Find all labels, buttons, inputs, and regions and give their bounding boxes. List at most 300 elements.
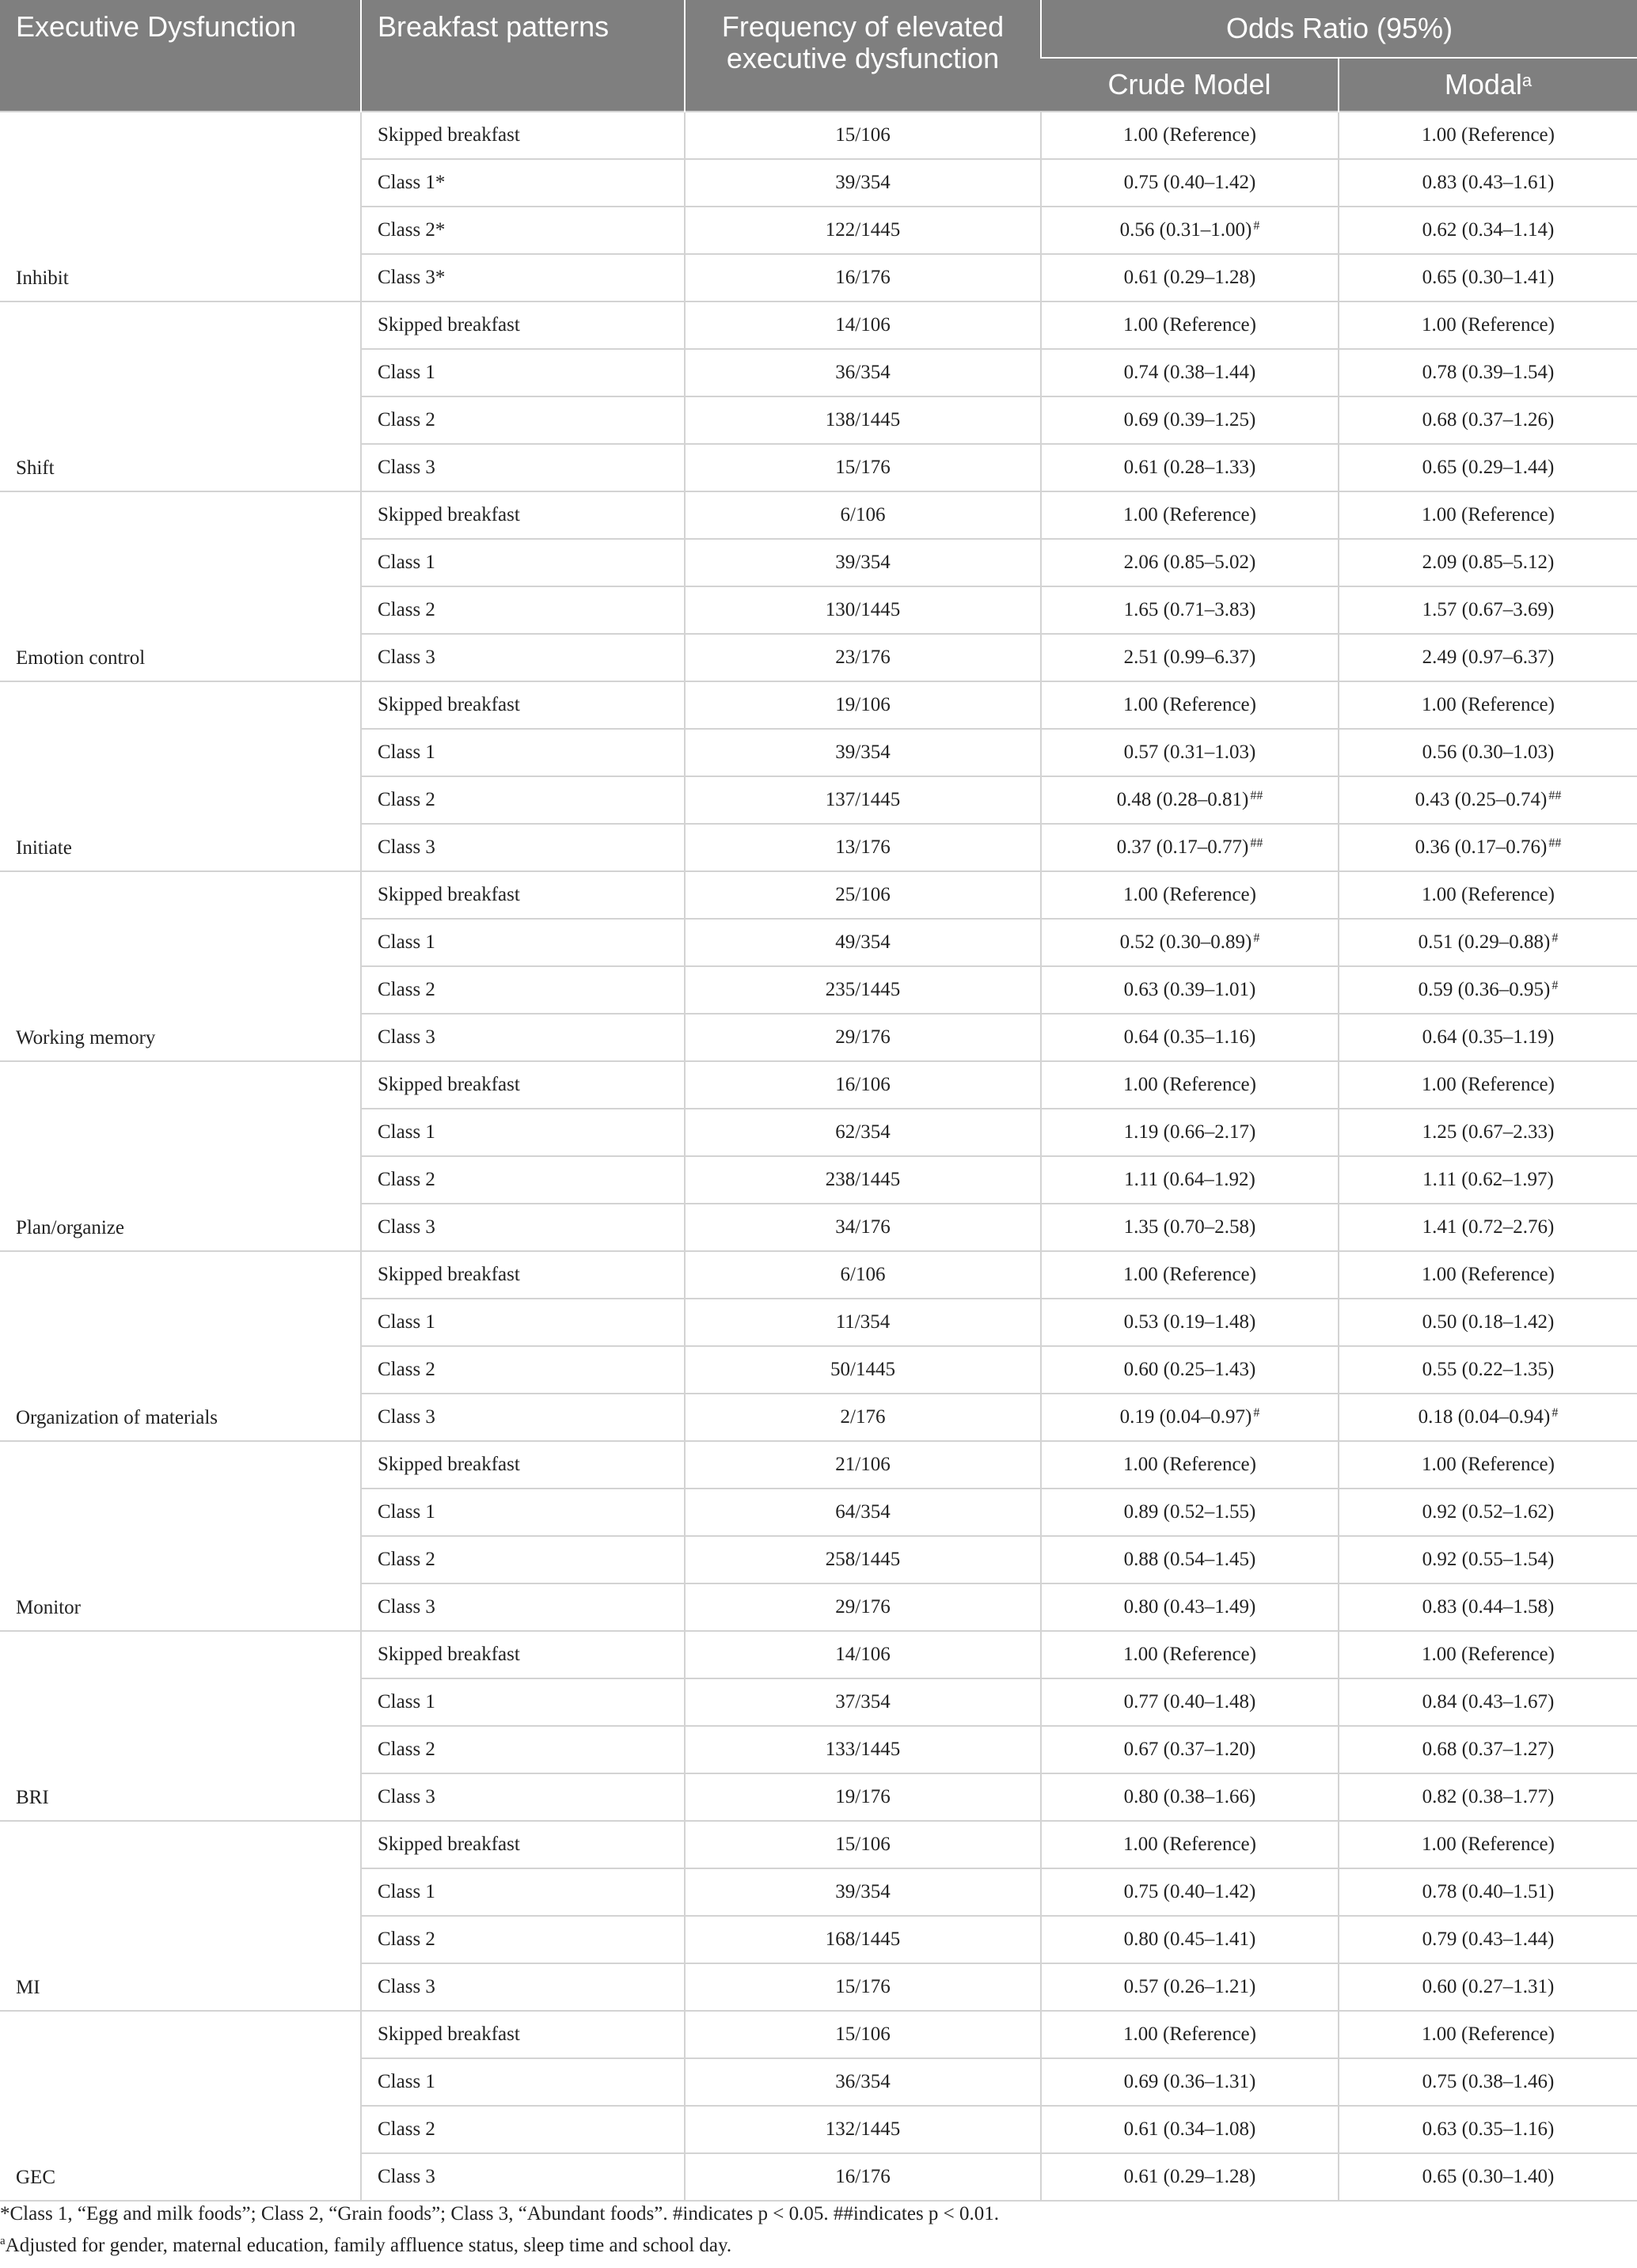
breakfast-pattern-cell: Class 3 bbox=[361, 1583, 685, 1631]
modal-cell bbox=[1339, 2058, 1637, 2106]
crude-model-cell bbox=[1041, 2058, 1339, 2106]
breakfast-pattern-cell: Class 3 bbox=[361, 634, 685, 681]
breakfast-pattern-cell: Skipped breakfast bbox=[361, 1061, 685, 1109]
table-row bbox=[0, 1251, 1637, 1299]
frequency-cell: 122/1445 bbox=[685, 207, 1041, 254]
significance-mark: # bbox=[1552, 979, 1559, 992]
crude-model-cell bbox=[1041, 1441, 1339, 1489]
frequency-cell: 49/354 bbox=[685, 919, 1041, 966]
crude-model-cell bbox=[1041, 1109, 1339, 1156]
frequency-cell: 39/354 bbox=[685, 159, 1041, 207]
crude-model-cell-value: 1.00 (Reference) bbox=[1123, 124, 1256, 146]
modal-cell bbox=[1339, 1346, 1637, 1394]
crude-model-cell bbox=[1041, 1204, 1339, 1251]
breakfast-pattern-cell: Class 1 bbox=[361, 1489, 685, 1536]
crude-model-cell-value: 1.00 (Reference) bbox=[1123, 1644, 1256, 1665]
executive-dysfunction-domain: Emotion control bbox=[0, 491, 361, 681]
crude-model-cell-value: 0.57 (0.26–1.21) bbox=[1123, 1976, 1256, 1997]
modal-cell-value: 0.92 (0.52–1.62) bbox=[1422, 1501, 1555, 1523]
breakfast-pattern-cell: Class 3 bbox=[361, 2153, 685, 2201]
crude-model-cell bbox=[1041, 2106, 1339, 2153]
frequency-cell: 29/176 bbox=[685, 1014, 1041, 1061]
executive-dysfunction-domain: Monitor bbox=[0, 1441, 361, 1631]
significance-mark: # bbox=[1253, 1406, 1260, 1420]
modal-cell bbox=[1339, 1156, 1637, 1204]
breakfast-pattern-cell: Class 3 bbox=[361, 1773, 685, 1821]
modal-cell-value: 0.79 (0.43–1.44) bbox=[1422, 1929, 1555, 1950]
breakfast-pattern-cell: Skipped breakfast bbox=[361, 302, 685, 349]
modal-cell-value: 0.92 (0.55–1.54) bbox=[1422, 1549, 1555, 1570]
breakfast-pattern-cell: Class 1 bbox=[361, 729, 685, 776]
crude-model-cell-value: 0.69 (0.36–1.31) bbox=[1123, 2071, 1256, 2092]
crude-model-cell-value: 0.80 (0.38–1.66) bbox=[1123, 1786, 1256, 1807]
frequency-cell: 39/354 bbox=[685, 729, 1041, 776]
frequency-cell: 130/1445 bbox=[685, 586, 1041, 634]
crude-model-cell bbox=[1041, 634, 1339, 681]
table-body bbox=[0, 112, 1637, 2201]
frequency-cell: 15/106 bbox=[685, 1821, 1041, 1868]
breakfast-pattern-cell: Class 2 bbox=[361, 586, 685, 634]
table-row bbox=[0, 1821, 1637, 1868]
breakfast-pattern-cell: Skipped breakfast bbox=[361, 681, 685, 729]
breakfast-pattern-cell: Skipped breakfast bbox=[361, 871, 685, 919]
executive-dysfunction-domain: Plan/organize bbox=[0, 1061, 361, 1251]
header-executive-dysfunction: Executive Dysfunction bbox=[0, 0, 361, 112]
modal-cell-value: 0.51 (0.29–0.88) bbox=[1418, 931, 1551, 953]
frequency-cell: 50/1445 bbox=[685, 1346, 1041, 1394]
modal-cell-value: 1.00 (Reference) bbox=[1422, 694, 1555, 715]
crude-model-cell-value: 1.00 (Reference) bbox=[1123, 1074, 1256, 1095]
frequency-cell: 62/354 bbox=[685, 1109, 1041, 1156]
crude-model-cell bbox=[1041, 1489, 1339, 1536]
breakfast-pattern-cell: Class 1 bbox=[361, 1678, 685, 1726]
breakfast-pattern-cell: Class 2 bbox=[361, 1916, 685, 1963]
breakfast-pattern-cell: Class 3 bbox=[361, 444, 685, 491]
crude-model-cell bbox=[1041, 1631, 1339, 1678]
crude-model-cell bbox=[1041, 1916, 1339, 1963]
modal-cell-value: 0.50 (0.18–1.42) bbox=[1422, 1311, 1555, 1333]
crude-model-cell-value: 0.19 (0.04–0.97) bbox=[1119, 1406, 1252, 1428]
modal-cell bbox=[1339, 634, 1637, 681]
table-row bbox=[0, 302, 1637, 349]
table-row bbox=[0, 1631, 1637, 1678]
breakfast-pattern-cell: Class 1 bbox=[361, 349, 685, 396]
breakfast-pattern-cell: Class 2 bbox=[361, 776, 685, 824]
crude-model-cell-value: 1.00 (Reference) bbox=[1123, 2023, 1256, 2045]
crude-model-cell-value: 0.89 (0.52–1.55) bbox=[1123, 1501, 1256, 1523]
frequency-cell: 258/1445 bbox=[685, 1536, 1041, 1583]
modal-cell-value: 0.56 (0.30–1.03) bbox=[1422, 741, 1555, 763]
crude-model-cell bbox=[1041, 1014, 1339, 1061]
modal-cell-value: 0.84 (0.43–1.67) bbox=[1422, 1691, 1555, 1712]
modal-cell bbox=[1339, 1821, 1637, 1868]
crude-model-cell bbox=[1041, 1299, 1339, 1346]
frequency-cell: 14/106 bbox=[685, 1631, 1041, 1678]
crude-model-cell bbox=[1041, 302, 1339, 349]
modal-cell-value: 1.00 (Reference) bbox=[1422, 1454, 1555, 1475]
crude-model-cell-value: 1.00 (Reference) bbox=[1123, 314, 1256, 336]
modal-cell bbox=[1339, 1394, 1637, 1441]
header-modal-footnote-mark: a bbox=[1521, 70, 1533, 90]
crude-model-cell bbox=[1041, 1726, 1339, 1773]
modal-cell-value: 0.68 (0.37–1.27) bbox=[1422, 1739, 1555, 1760]
crude-model-cell bbox=[1041, 681, 1339, 729]
modal-cell-value: 0.60 (0.27–1.31) bbox=[1422, 1976, 1555, 1997]
crude-model-cell-value: 2.06 (0.85–5.02) bbox=[1123, 552, 1256, 573]
breakfast-pattern-cell: Class 3 bbox=[361, 1014, 685, 1061]
modal-cell bbox=[1339, 1916, 1637, 1963]
footnote-adjustment bbox=[0, 2235, 731, 2257]
crude-model-cell-value: 0.61 (0.29–1.28) bbox=[1123, 267, 1256, 288]
breakfast-pattern-cell: Class 3 bbox=[361, 824, 685, 871]
modal-cell-value: 1.57 (0.67–3.69) bbox=[1422, 599, 1555, 620]
crude-model-cell bbox=[1041, 1156, 1339, 1204]
modal-cell-value: 0.75 (0.38–1.46) bbox=[1422, 2071, 1555, 2092]
crude-model-cell bbox=[1041, 2011, 1339, 2058]
crude-model-cell bbox=[1041, 824, 1339, 871]
modal-cell bbox=[1339, 776, 1637, 824]
modal-cell bbox=[1339, 539, 1637, 586]
table-row bbox=[0, 1441, 1637, 1489]
frequency-cell: 138/1445 bbox=[685, 396, 1041, 444]
frequency-cell: 39/354 bbox=[685, 539, 1041, 586]
modal-cell-value: 0.36 (0.17–0.76) bbox=[1415, 836, 1548, 858]
modal-cell-value: 1.00 (Reference) bbox=[1422, 124, 1555, 146]
modal-cell bbox=[1339, 444, 1637, 491]
crude-model-cell-value: 0.77 (0.40–1.48) bbox=[1123, 1691, 1256, 1712]
crude-model-cell bbox=[1041, 1821, 1339, 1868]
crude-model-cell bbox=[1041, 207, 1339, 254]
modal-cell bbox=[1339, 1773, 1637, 1821]
crude-model-cell-value: 2.51 (0.99–6.37) bbox=[1123, 647, 1256, 668]
modal-cell-value: 0.83 (0.44–1.58) bbox=[1422, 1596, 1555, 1618]
modal-cell-value: 0.62 (0.34–1.14) bbox=[1422, 219, 1555, 241]
modal-cell bbox=[1339, 1536, 1637, 1583]
modal-cell bbox=[1339, 1489, 1637, 1536]
modal-cell bbox=[1339, 1299, 1637, 1346]
crude-model-cell-value: 1.00 (Reference) bbox=[1123, 884, 1256, 905]
crude-model-cell-value: 0.57 (0.31–1.03) bbox=[1123, 741, 1256, 763]
breakfast-pattern-cell: Skipped breakfast bbox=[361, 491, 685, 539]
crude-model-cell bbox=[1041, 1773, 1339, 1821]
crude-model-cell bbox=[1041, 871, 1339, 919]
breakfast-pattern-cell: Class 2 bbox=[361, 1536, 685, 1583]
breakfast-pattern-cell: Class 2 bbox=[361, 1156, 685, 1204]
frequency-cell: 37/354 bbox=[685, 1678, 1041, 1726]
frequency-cell: 19/176 bbox=[685, 1773, 1041, 1821]
modal-cell bbox=[1339, 1251, 1637, 1299]
breakfast-pattern-cell: Class 2 bbox=[361, 2106, 685, 2153]
modal-cell-value: 1.00 (Reference) bbox=[1422, 1644, 1555, 1665]
crude-model-cell-value: 1.00 (Reference) bbox=[1123, 694, 1256, 715]
crude-model-cell-value: 0.56 (0.31–1.00) bbox=[1119, 219, 1252, 241]
modal-cell-value: 0.78 (0.40–1.51) bbox=[1422, 1881, 1555, 1902]
modal-cell bbox=[1339, 1441, 1637, 1489]
header-modal-label: Modal bbox=[1444, 68, 1522, 101]
frequency-cell: 29/176 bbox=[685, 1583, 1041, 1631]
frequency-cell: 11/354 bbox=[685, 1299, 1041, 1346]
table-row bbox=[0, 491, 1637, 539]
crude-model-cell bbox=[1041, 1394, 1339, 1441]
frequency-cell: 34/176 bbox=[685, 1204, 1041, 1251]
crude-model-cell-value: 0.52 (0.30–0.89) bbox=[1119, 931, 1252, 953]
modal-cell bbox=[1339, 1963, 1637, 2011]
executive-dysfunction-domain: GEC bbox=[0, 2011, 361, 2201]
crude-model-cell-value: 0.53 (0.19–1.48) bbox=[1123, 1311, 1256, 1333]
breakfast-pattern-cell: Class 3 bbox=[361, 1963, 685, 2011]
executive-dysfunction-domain: Working memory bbox=[0, 871, 361, 1061]
crude-model-cell bbox=[1041, 776, 1339, 824]
frequency-cell: 21/106 bbox=[685, 1441, 1041, 1489]
executive-dysfunction-domain: MI bbox=[0, 1821, 361, 2011]
breakfast-pattern-cell: Class 1 bbox=[361, 539, 685, 586]
modal-cell bbox=[1339, 871, 1637, 919]
modal-cell bbox=[1339, 1583, 1637, 1631]
modal-cell bbox=[1339, 1868, 1637, 1916]
crude-model-cell-value: 0.80 (0.45–1.41) bbox=[1123, 1929, 1256, 1950]
modal-cell-value: 1.00 (Reference) bbox=[1422, 1834, 1555, 1855]
breakfast-pattern-cell: Class 2 bbox=[361, 396, 685, 444]
modal-cell bbox=[1339, 1109, 1637, 1156]
modal-cell-value: 0.63 (0.35–1.16) bbox=[1422, 2118, 1555, 2140]
crude-model-cell-value: 0.48 (0.28–0.81) bbox=[1116, 789, 1249, 810]
executive-dysfunction-domain: Shift bbox=[0, 302, 361, 491]
breakfast-pattern-cell: Skipped breakfast bbox=[361, 1251, 685, 1299]
header-modal bbox=[1339, 58, 1637, 112]
modal-cell bbox=[1339, 729, 1637, 776]
executive-dysfunction-domain: BRI bbox=[0, 1631, 361, 1821]
modal-cell-value: 0.82 (0.38–1.77) bbox=[1422, 1786, 1555, 1807]
crude-model-cell-value: 0.88 (0.54–1.45) bbox=[1123, 1549, 1256, 1570]
frequency-cell: 36/354 bbox=[685, 349, 1041, 396]
header-frequency-line1: Frequency of elevated bbox=[721, 10, 1005, 43]
crude-model-cell bbox=[1041, 2153, 1339, 2201]
crude-model-cell-value: 0.74 (0.38–1.44) bbox=[1123, 362, 1256, 383]
breakfast-pattern-cell: Class 3 bbox=[361, 1204, 685, 1251]
breakfast-pattern-cell: Class 3 bbox=[361, 1394, 685, 1441]
significance-mark: # bbox=[1552, 1406, 1559, 1420]
modal-cell bbox=[1339, 1204, 1637, 1251]
modal-cell-value: 0.55 (0.22–1.35) bbox=[1422, 1359, 1555, 1380]
frequency-cell: 13/176 bbox=[685, 824, 1041, 871]
modal-cell bbox=[1339, 2011, 1637, 2058]
modal-cell-value: 1.41 (0.72–2.76) bbox=[1422, 1216, 1555, 1238]
crude-model-cell bbox=[1041, 1536, 1339, 1583]
significance-mark: ## bbox=[1548, 836, 1562, 850]
significance-mark: ## bbox=[1250, 836, 1263, 850]
frequency-cell: 16/106 bbox=[685, 1061, 1041, 1109]
modal-cell bbox=[1339, 1631, 1637, 1678]
frequency-cell: 25/106 bbox=[685, 871, 1041, 919]
breakfast-pattern-cell: Class 1 bbox=[361, 919, 685, 966]
table-row bbox=[0, 112, 1637, 159]
crude-model-cell-value: 1.00 (Reference) bbox=[1123, 1264, 1256, 1285]
header-odds-ratio: Odds Ratio (95%) bbox=[1041, 0, 1637, 58]
modal-cell bbox=[1339, 112, 1637, 159]
crude-model-cell bbox=[1041, 444, 1339, 491]
modal-cell bbox=[1339, 2153, 1637, 2201]
crude-model-cell bbox=[1041, 539, 1339, 586]
header-frequency-line2: executive dysfunction bbox=[726, 42, 1000, 74]
modal-cell-value: 1.00 (Reference) bbox=[1422, 884, 1555, 905]
breakfast-pattern-cell: Skipped breakfast bbox=[361, 1821, 685, 1868]
frequency-cell: 19/106 bbox=[685, 681, 1041, 729]
breakfast-pattern-cell: Class 1 bbox=[361, 1868, 685, 1916]
crude-model-cell bbox=[1041, 1678, 1339, 1726]
frequency-cell: 15/106 bbox=[685, 112, 1041, 159]
modal-cell-value: 1.00 (Reference) bbox=[1422, 504, 1555, 525]
modal-cell-value: 1.11 (0.62–1.97) bbox=[1422, 1169, 1554, 1190]
modal-cell bbox=[1339, 586, 1637, 634]
modal-cell-value: 0.68 (0.37–1.26) bbox=[1422, 409, 1555, 430]
frequency-cell: 6/106 bbox=[685, 491, 1041, 539]
crude-model-cell bbox=[1041, 919, 1339, 966]
modal-cell-value: 0.65 (0.30–1.41) bbox=[1422, 267, 1555, 288]
frequency-cell: 235/1445 bbox=[685, 966, 1041, 1014]
frequency-cell: 132/1445 bbox=[685, 2106, 1041, 2153]
header-crude-model: Crude Model bbox=[1041, 58, 1339, 112]
crude-model-cell-value: 1.19 (0.66–2.17) bbox=[1123, 1121, 1256, 1143]
modal-cell-value: 0.65 (0.30–1.40) bbox=[1422, 2166, 1555, 2187]
modal-cell-value: 0.65 (0.29–1.44) bbox=[1422, 457, 1555, 478]
footnote-adjustment-mark: a bbox=[0, 2235, 6, 2247]
crude-model-cell bbox=[1041, 1251, 1339, 1299]
table-header bbox=[0, 0, 1637, 112]
frequency-cell: 15/176 bbox=[685, 1963, 1041, 2011]
crude-model-cell-value: 0.64 (0.35–1.16) bbox=[1123, 1026, 1256, 1048]
modal-cell bbox=[1339, 919, 1637, 966]
breakfast-pattern-cell: Class 2* bbox=[361, 207, 685, 254]
modal-cell bbox=[1339, 254, 1637, 302]
modal-cell-value: 1.00 (Reference) bbox=[1422, 314, 1555, 336]
header-frequency bbox=[685, 0, 1041, 112]
table-row bbox=[0, 2011, 1637, 2058]
crude-model-cell bbox=[1041, 586, 1339, 634]
crude-model-cell bbox=[1041, 1583, 1339, 1631]
modal-cell-value: 1.00 (Reference) bbox=[1422, 1264, 1555, 1285]
crude-model-cell-value: 0.75 (0.40–1.42) bbox=[1123, 172, 1256, 193]
modal-cell-value: 0.83 (0.43–1.61) bbox=[1422, 172, 1555, 193]
executive-dysfunction-domain: Inhibit bbox=[0, 112, 361, 302]
frequency-cell: 15/176 bbox=[685, 444, 1041, 491]
table-row bbox=[0, 1061, 1637, 1109]
significance-mark: ## bbox=[1548, 789, 1562, 802]
crude-model-cell-value: 0.67 (0.37–1.20) bbox=[1123, 1739, 1256, 1760]
crude-model-cell-value: 0.63 (0.39–1.01) bbox=[1123, 979, 1256, 1000]
modal-cell-value: 2.09 (0.85–5.12) bbox=[1422, 552, 1555, 573]
crude-model-cell-value: 0.60 (0.25–1.43) bbox=[1123, 1359, 1256, 1380]
header-breakfast-patterns: Breakfast patterns bbox=[361, 0, 685, 112]
frequency-cell: 16/176 bbox=[685, 254, 1041, 302]
modal-cell bbox=[1339, 1061, 1637, 1109]
crude-model-cell bbox=[1041, 1061, 1339, 1109]
executive-dysfunction-domain: Initiate bbox=[0, 681, 361, 871]
frequency-cell: 168/1445 bbox=[685, 1916, 1041, 1963]
modal-cell-value: 2.49 (0.97–6.37) bbox=[1422, 647, 1555, 668]
modal-cell-value: 0.18 (0.04–0.94) bbox=[1418, 1406, 1551, 1428]
modal-cell-value: 0.64 (0.35–1.19) bbox=[1422, 1026, 1555, 1048]
crude-model-cell bbox=[1041, 1963, 1339, 2011]
crude-model-cell bbox=[1041, 349, 1339, 396]
modal-cell bbox=[1339, 491, 1637, 539]
significance-mark: ## bbox=[1250, 789, 1263, 802]
table-row bbox=[0, 871, 1637, 919]
breakfast-pattern-cell: Class 1 bbox=[361, 2058, 685, 2106]
frequency-cell: 2/176 bbox=[685, 1394, 1041, 1441]
modal-cell-value: 1.25 (0.67–2.33) bbox=[1422, 1121, 1555, 1143]
crude-model-cell bbox=[1041, 159, 1339, 207]
significance-mark: # bbox=[1552, 931, 1559, 945]
modal-cell-value: 0.78 (0.39–1.54) bbox=[1422, 362, 1555, 383]
frequency-cell: 6/106 bbox=[685, 1251, 1041, 1299]
frequency-cell: 137/1445 bbox=[685, 776, 1041, 824]
modal-cell bbox=[1339, 349, 1637, 396]
modal-cell bbox=[1339, 681, 1637, 729]
frequency-cell: 64/354 bbox=[685, 1489, 1041, 1536]
crude-model-cell-value: 1.00 (Reference) bbox=[1123, 1834, 1256, 1855]
modal-cell-value: 1.00 (Reference) bbox=[1422, 2023, 1555, 2045]
frequency-cell: 36/354 bbox=[685, 2058, 1041, 2106]
crude-model-cell bbox=[1041, 1868, 1339, 1916]
breakfast-pattern-cell: Class 2 bbox=[361, 1726, 685, 1773]
crude-model-cell-value: 1.11 (0.64–1.92) bbox=[1124, 1169, 1255, 1190]
breakfast-pattern-cell: Class 1* bbox=[361, 159, 685, 207]
crude-model-cell-value: 1.35 (0.70–2.58) bbox=[1123, 1216, 1256, 1238]
crude-model-cell-value: 1.65 (0.71–3.83) bbox=[1123, 599, 1256, 620]
crude-model-cell-value: 0.80 (0.43–1.49) bbox=[1123, 1596, 1256, 1618]
crude-model-cell bbox=[1041, 112, 1339, 159]
modal-cell bbox=[1339, 2106, 1637, 2153]
executive-dysfunction-domain: Organization of materials bbox=[0, 1251, 361, 1441]
crude-model-cell-value: 1.00 (Reference) bbox=[1123, 504, 1256, 525]
footnote-classes: *Class 1, “Egg and milk foods”; Class 2, “Grain foods”; Class 3, “Abundant foods”. #indicates p < 0.05. ##indicates p < 0.01. bbox=[0, 2203, 1000, 2224]
crude-model-cell-value: 0.69 (0.39–1.25) bbox=[1123, 409, 1256, 430]
footnote-adjustment-text: Adjusted for gender, maternal education, family affluence status, sleep time and school day. bbox=[5, 2235, 732, 2256]
breakfast-pattern-cell: Class 1 bbox=[361, 1109, 685, 1156]
breakfast-pattern-cell: Skipped breakfast bbox=[361, 1631, 685, 1678]
modal-cell bbox=[1339, 966, 1637, 1014]
frequency-cell: 23/176 bbox=[685, 634, 1041, 681]
modal-cell-value: 1.00 (Reference) bbox=[1422, 1074, 1555, 1095]
frequency-cell: 16/176 bbox=[685, 2153, 1041, 2201]
frequency-cell: 39/354 bbox=[685, 1868, 1041, 1916]
breakfast-pattern-cell: Class 2 bbox=[361, 1346, 685, 1394]
table-row bbox=[0, 681, 1637, 729]
frequency-cell: 133/1445 bbox=[685, 1726, 1041, 1773]
breakfast-pattern-cell: Skipped breakfast bbox=[361, 2011, 685, 2058]
crude-model-cell-value: 0.61 (0.34–1.08) bbox=[1123, 2118, 1256, 2140]
modal-cell bbox=[1339, 207, 1637, 254]
significance-mark: # bbox=[1253, 219, 1260, 233]
modal-cell bbox=[1339, 824, 1637, 871]
crude-model-cell bbox=[1041, 491, 1339, 539]
breakfast-pattern-cell: Skipped breakfast bbox=[361, 112, 685, 159]
crude-model-cell bbox=[1041, 396, 1339, 444]
modal-cell bbox=[1339, 1678, 1637, 1726]
modal-cell bbox=[1339, 1726, 1637, 1773]
crude-model-cell bbox=[1041, 729, 1339, 776]
modal-cell bbox=[1339, 396, 1637, 444]
breakfast-pattern-cell: Class 1 bbox=[361, 1299, 685, 1346]
breakfast-pattern-cell: Class 3* bbox=[361, 254, 685, 302]
crude-model-cell bbox=[1041, 1346, 1339, 1394]
breakfast-pattern-cell: Skipped breakfast bbox=[361, 1441, 685, 1489]
crude-model-cell-value: 0.61 (0.28–1.33) bbox=[1123, 457, 1256, 478]
crude-model-cell-value: 0.61 (0.29–1.28) bbox=[1123, 2166, 1256, 2187]
crude-model-cell-value: 1.00 (Reference) bbox=[1123, 1454, 1256, 1475]
modal-cell-value: 0.43 (0.25–0.74) bbox=[1415, 789, 1548, 810]
crude-model-cell-value: 0.37 (0.17–0.77) bbox=[1116, 836, 1249, 858]
